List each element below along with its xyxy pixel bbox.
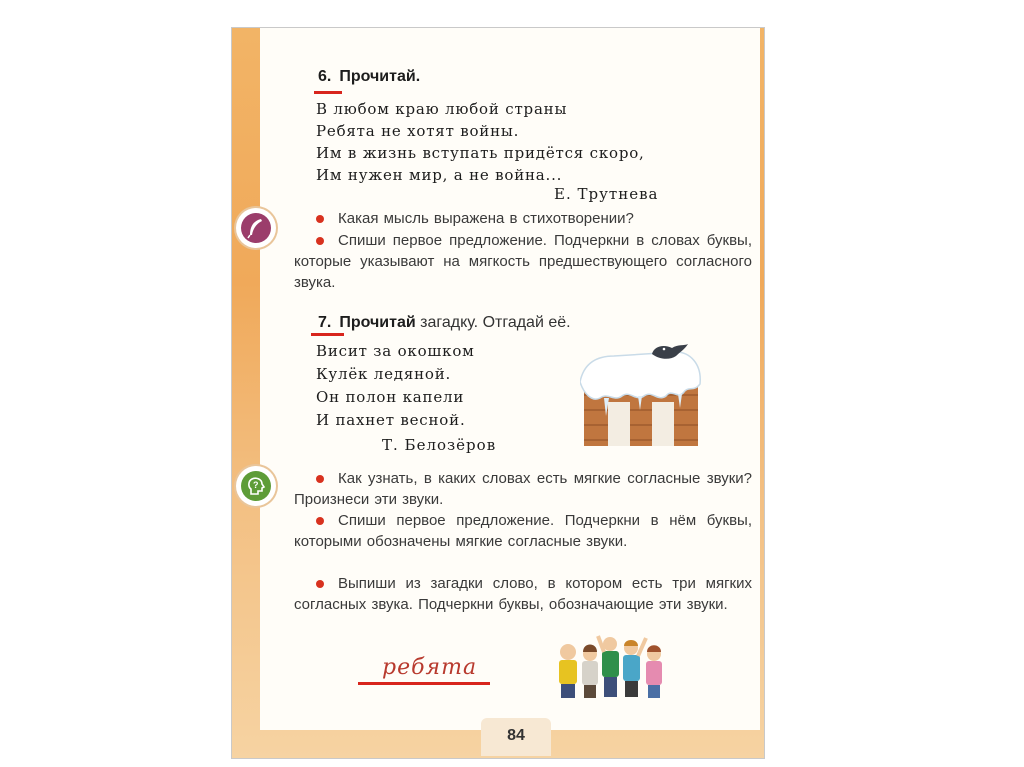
handwritten-underline [358, 682, 490, 685]
task6-title: Прочитай. [339, 68, 421, 85]
task7-number-underline [311, 333, 344, 336]
svg-text:?: ? [253, 480, 259, 490]
bullet-dot [316, 215, 324, 223]
page-number-tab [481, 718, 551, 756]
task7-title: Прочитай [339, 314, 416, 331]
task6-poem [316, 98, 645, 186]
poem-line: Им нужен мир, а не война... [316, 166, 563, 184]
bullet-dot [316, 237, 324, 245]
question-text: Как узнать, в каких словах есть мягкие согласные звуки? Произнеси эти звуки. [294, 470, 752, 508]
task7-heading [318, 314, 571, 332]
bullet-dot [316, 580, 324, 588]
task6-number-underline [314, 91, 342, 94]
task6-question-1 [294, 208, 752, 229]
task7-author: Т. Белозёров [382, 436, 497, 454]
snowy-house-illustration [580, 340, 704, 450]
task7-question-2 [294, 510, 752, 552]
handwritten-word: ребята [382, 655, 478, 680]
poem-line: Им в жизнь вступать придётся скоро, [316, 144, 645, 162]
poem-line: В любом краю любой страны [316, 100, 568, 118]
page-number: 84 [507, 727, 525, 744]
question-head-icon [236, 466, 276, 506]
task7-number: 7. [318, 314, 332, 331]
question-text: Какая мысль выражена в стихотворении? [338, 210, 634, 227]
question-text: Спиши первое предложение. Подчеркни в нём буквы, которыми обозначены мягкие согласные звуки. [294, 512, 752, 550]
poem-line: Висит за окошком [316, 342, 475, 360]
task7-question-3 [294, 573, 752, 615]
children-group-illustration [554, 630, 674, 700]
poem-line: И пахнет весной. [316, 411, 466, 429]
task7-title-rest: загадку. Отгадай её. [420, 314, 571, 331]
poem-line: Кулёк ледяной. [316, 365, 452, 383]
task7-question-1 [294, 468, 752, 510]
question-text: Спиши первое предложение. Подчеркни в словах буквы, которые указывают на мягкость предшествующего согласного звука. [294, 232, 752, 291]
task6-author: Е. Трутнева [554, 185, 659, 203]
bullet-dot [316, 517, 324, 525]
task6-question-2 [294, 230, 752, 293]
textbook-page [231, 27, 765, 759]
poem-line: Он полон капели [316, 388, 465, 406]
quill-pen-icon [236, 208, 276, 248]
poem-line: Ребята не хотят войны. [316, 122, 520, 140]
task6-heading [318, 68, 420, 86]
question-text: Выпиши из загадки слово, в котором есть три мягких согласных звука. Подчеркни буквы, обозначающие эти звуки. [294, 575, 752, 613]
task7-poem [316, 340, 475, 432]
task6-number: 6. [318, 68, 332, 85]
bullet-dot [316, 475, 324, 483]
